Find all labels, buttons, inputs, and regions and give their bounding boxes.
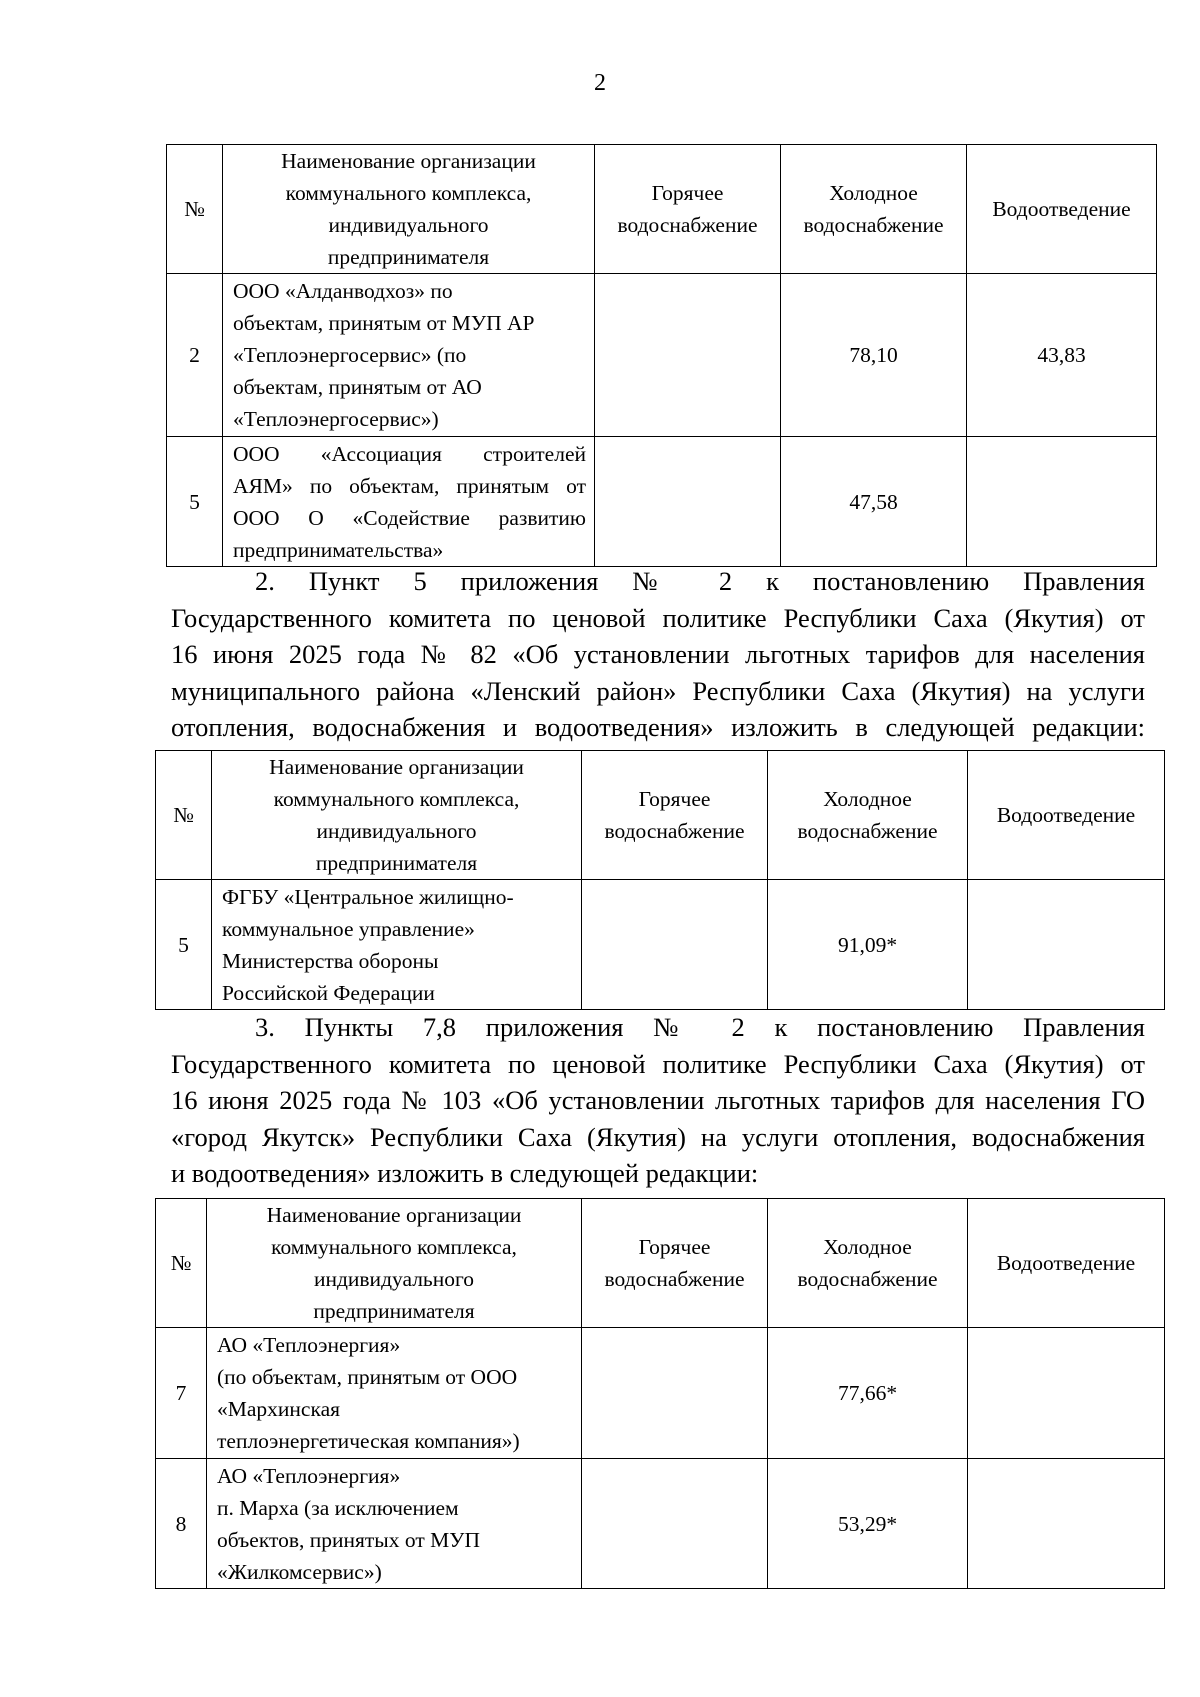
row-cold-water: 53,29* <box>768 1459 968 1589</box>
row-cold-water: 78,10 <box>781 274 967 437</box>
header-hot-water: Горячее водоснабжение <box>582 1199 768 1328</box>
table-header-row <box>156 1199 1165 1328</box>
table-header-row <box>167 145 1157 274</box>
row-num: 5 <box>167 437 223 567</box>
table-row <box>167 437 1157 567</box>
header-cold-water: Холодное водоснабжение <box>781 145 967 274</box>
header-hot-water: Горячее водоснабжение <box>582 751 768 880</box>
row-drainage <box>967 437 1157 567</box>
row-num: 2 <box>167 274 223 437</box>
tariff-table-1 <box>166 144 1157 567</box>
row-hot-water <box>582 880 768 1010</box>
row-hot-water <box>595 437 781 567</box>
header-cold-water: Холодное водоснабжение <box>768 1199 968 1328</box>
header-organization: Наименование организации коммунального комплекса, индивидуального предпринимателя <box>212 751 582 880</box>
header-organization: Наименование организации коммунального комплекса, индивидуального предпринимателя <box>207 1199 582 1328</box>
header-num: № <box>156 1199 207 1328</box>
row-hot-water <box>595 274 781 437</box>
row-num: 5 <box>156 880 212 1010</box>
row-cold-water: 91,09* <box>768 880 968 1010</box>
row-organization: ООО «Ассоциация строителей АЯМ» по объектам, принятым от ООО О «Содействие развитию предпринимательства» <box>223 437 595 567</box>
header-num: № <box>167 145 223 274</box>
header-cold-water: Холодное водоснабжение <box>768 751 968 880</box>
table-row <box>156 1459 1165 1589</box>
table-header-row <box>156 751 1165 880</box>
paragraph-item-2: 2. Пункт 5 приложения № 2 к постановлению Правления Государственного комитета по ценовой политике Республики Саха (Якутия) от 16 июня 2025 года № 82 «Об установлении льготных тарифов для населения муниципального района «Ленский район» Республики Саха (Якутия) на услуги отопления, водоснабжения и водоотведения» изложить в следующей редакции: <box>171 566 1145 742</box>
paragraph-item-3: 3. Пункты 7,8 приложения № 2 к постановлению Правления Государственного комитета по ценовой политике Республики Саха (Якутия) от 16 июня 2025 года № 103 «Об установлении льготных тарифов для населения ГО «город Якутск» Республики Саха (Якутия) на услуги отопления, водоснабжения и водоотведения» изложить в следующей редакции: <box>171 1012 1145 1188</box>
row-organization: АО «Теплоэнергия» п. Марха (за исключением объектов, принятых от МУП «Жилкомсервис») <box>207 1459 582 1589</box>
header-hot-water: Горячее водоснабжение <box>595 145 781 274</box>
row-cold-water: 47,58 <box>781 437 967 567</box>
row-cold-water: 77,66* <box>768 1328 968 1459</box>
row-drainage <box>968 1328 1165 1459</box>
table-row <box>167 274 1157 437</box>
header-num: № <box>156 751 212 880</box>
row-organization: АО «Теплоэнергия» (по объектам, принятым от ООО «Мархинская теплоэнергетическая компания») <box>207 1328 582 1459</box>
row-hot-water <box>582 1459 768 1589</box>
row-num: 7 <box>156 1328 207 1459</box>
row-num: 8 <box>156 1459 207 1589</box>
page-number: 2 <box>594 70 606 96</box>
row-drainage <box>968 880 1165 1010</box>
table-row <box>156 1328 1165 1459</box>
header-drainage: Водоотведение <box>968 1199 1165 1328</box>
row-hot-water <box>582 1328 768 1459</box>
header-drainage: Водоотведение <box>967 145 1157 274</box>
tariff-table-2 <box>155 750 1165 1010</box>
tariff-table-3 <box>155 1198 1165 1589</box>
row-organization: ООО «Алданводхоз» по объектам, принятым от МУП АР «Теплоэнергосервис» (по объектам, принятым от АО «Теплоэнергосервис») <box>223 274 595 437</box>
header-organization: Наименование организации коммунального комплекса, индивидуального предпринимателя <box>223 145 595 274</box>
row-organization: ФГБУ «Центральное жилищно- коммунальное управление» Министерства обороны Российской Федерации <box>212 880 582 1010</box>
header-drainage: Водоотведение <box>968 751 1165 880</box>
table-row <box>156 880 1165 1010</box>
row-drainage <box>968 1459 1165 1589</box>
row-drainage: 43,83 <box>967 274 1157 437</box>
